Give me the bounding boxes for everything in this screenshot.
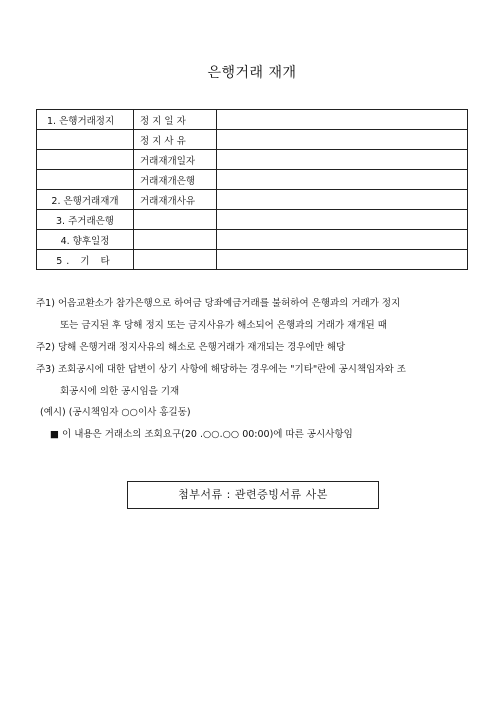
row-label: 4. 향후일정 xyxy=(60,235,110,247)
table-row xyxy=(37,230,468,250)
note-3-line-1: 주3) 조회공시에 대한 답변이 상기 사항에 해당하는 경우에는 "기타"란에 공시책임자와 조 xyxy=(36,363,406,375)
disclosure-notice: ■ 이 내용은 거래소의 조회요구(20 .○○.○○ 00:00)에 따른 공시사항임 xyxy=(50,429,353,441)
value-cell[interactable] xyxy=(217,150,468,170)
field-label: 정 지 일 자 xyxy=(140,115,186,127)
attachment-box: 첨부서류 : 관련증빙서류 사본 xyxy=(127,481,379,509)
row-label: 1. 은행거래정지 xyxy=(47,115,115,127)
field-label: 거래재개일자 xyxy=(140,155,196,167)
table-row xyxy=(37,150,468,170)
note-3 xyxy=(36,364,476,398)
note-1-line-2: 또는 금지된 후 당해 정지 또는 금지사유가 해소되어 은행과의 거래가 재개된 때 xyxy=(60,319,387,331)
row-label: 2. 은행거래재개 xyxy=(51,195,119,207)
field-label: 정 지 사 유 xyxy=(140,135,186,147)
table-row xyxy=(37,170,468,190)
table-row xyxy=(37,210,468,230)
value-cell[interactable] xyxy=(217,110,468,130)
note-2-text: 주2) 당해 은행거래 정지사유의 해소로 은행거래가 재개되는 경우에만 해당 xyxy=(36,341,346,353)
disclosure-form-table xyxy=(36,109,468,270)
row-label: 3. 주거래은행 xyxy=(56,215,114,227)
note-3-line-2: 회공시에 의한 공시임을 기재 xyxy=(60,385,180,397)
row-label: 5. 기 타 xyxy=(56,255,114,267)
table-row xyxy=(37,130,468,150)
table-row xyxy=(37,190,468,210)
table-row xyxy=(37,110,468,130)
note-1 xyxy=(36,298,476,332)
note-1-line-1: 주1) 어음교환소가 참가은행으로 하여금 당좌예금거래를 불허하여 은행과의 거래가 정지 xyxy=(36,298,401,309)
value-cell[interactable] xyxy=(217,170,468,190)
value-cell[interactable] xyxy=(217,130,468,150)
value-cell[interactable] xyxy=(217,250,468,270)
table-row xyxy=(37,250,468,270)
document-title: 은행거래 재개 xyxy=(207,65,297,81)
note-2 xyxy=(36,342,476,354)
value-cell[interactable] xyxy=(217,210,468,230)
footnotes xyxy=(36,298,476,451)
field-label: 거래재개은행 xyxy=(140,175,196,187)
value-cell[interactable] xyxy=(217,230,468,250)
field-label: 거래재개사유 xyxy=(140,195,196,207)
example-text: (예시) (공시책임자 ○○이사 홍길동) xyxy=(40,407,191,419)
value-cell[interactable] xyxy=(217,190,468,210)
